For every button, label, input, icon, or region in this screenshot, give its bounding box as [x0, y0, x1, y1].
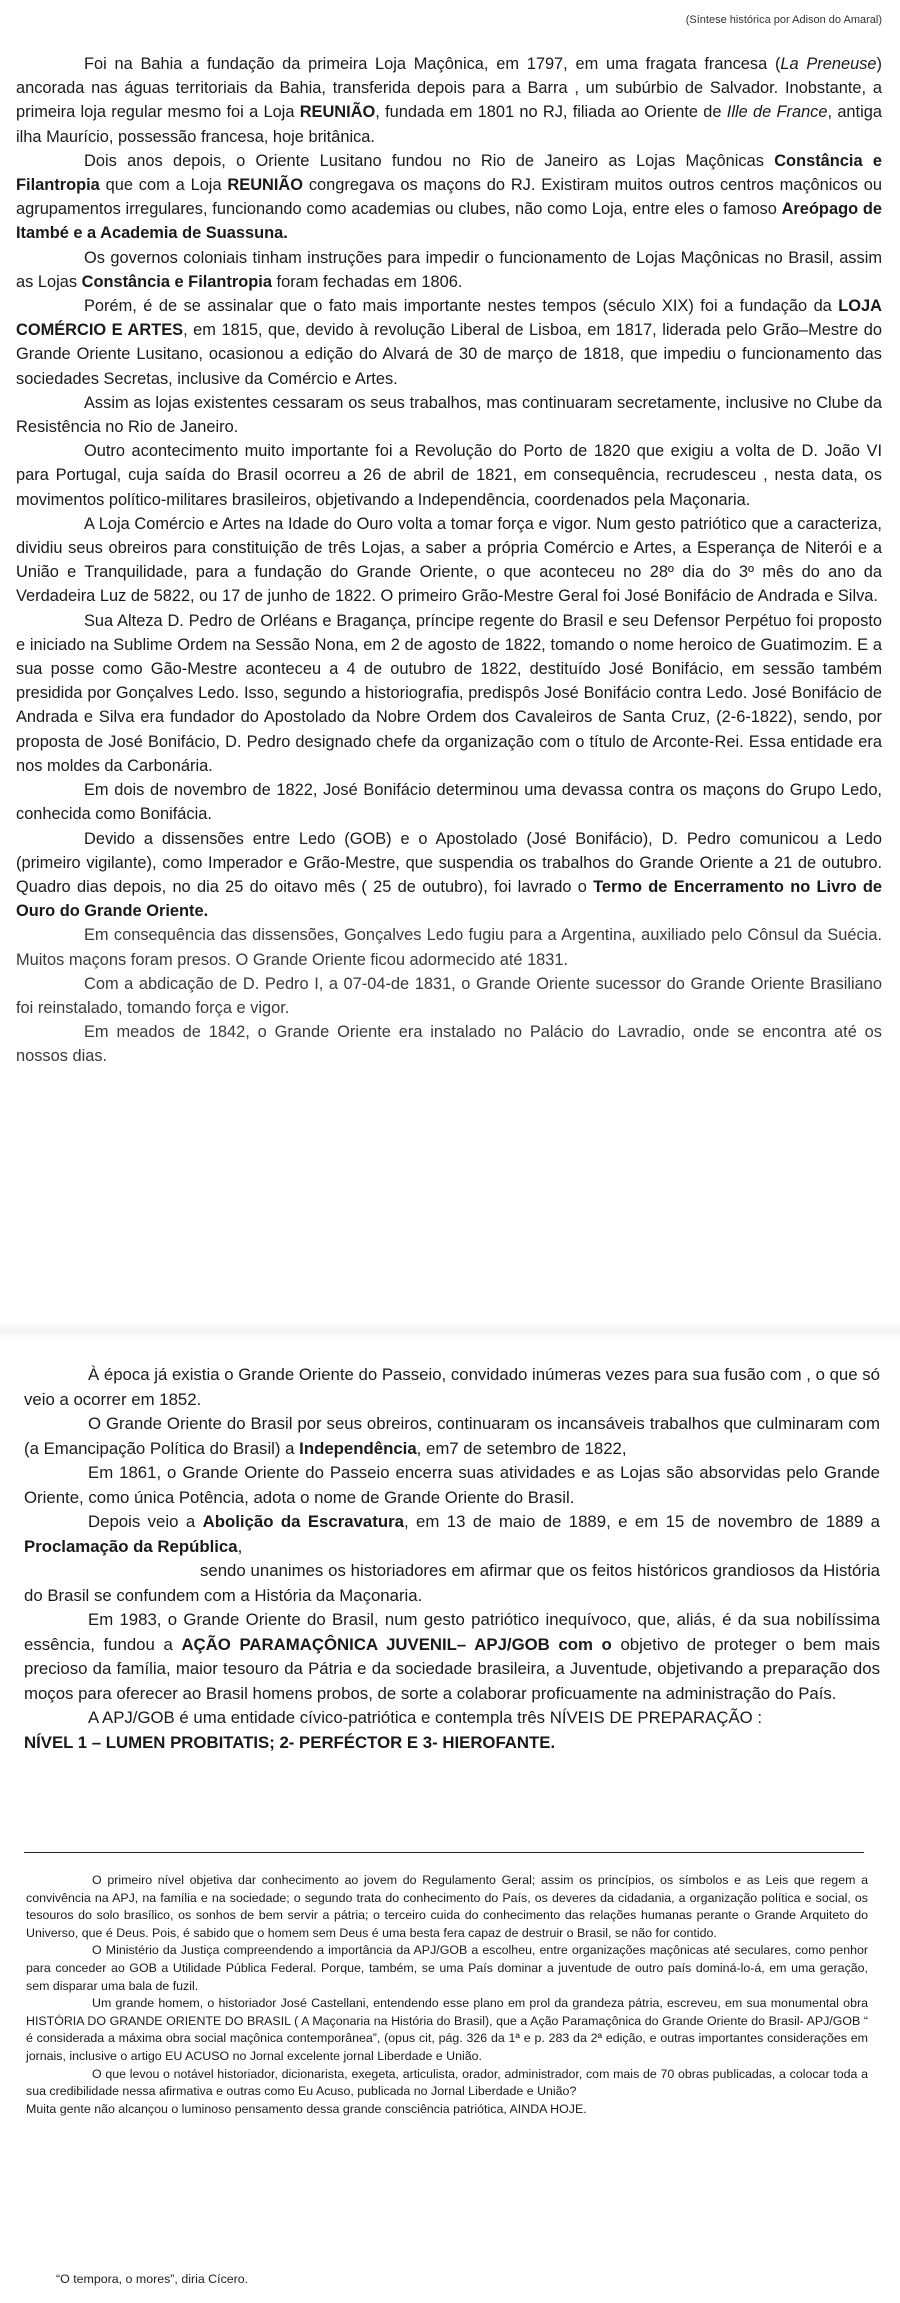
paragraph-secret-work: Assim as lojas existentes cessaram os seus trabalhos, mas continuaram secretamente, inclusive no Clube da Resistência no Rio de Janeiro. — [16, 393, 882, 437]
paragraph-abdication: Com a abdicação de D. Pedro I, a 07-04-de 1831, o Grande Oriente sucessor do Grande Oriente Brasiliano foi reinstalado, tomando força e vigor. — [16, 974, 882, 1017]
levels-list: NÍVEL 1 – LUMEN PROBITATIS; 2- PERFÉCTOR E 3- HIEROFANTE. — [24, 1732, 556, 1752]
paragraph-first-lodge: Foi na Bahia a fundação da primeira Loja Maçônica, em 1797, em uma fragata francesa (La Preneuse) ancorada nas águas territoriais da Bahia, transferida depois para a Barra , um subúrbio de Salvador. Inobstante, a primeira loja regular mesmo foi a Loja REUNIÃO, fundada em 1801 no RJ, filiada ao Oriente de Ille de France, antiga ilha Maurício, possessão francesa, hoje britânica. — [16, 55, 883, 146]
paragraph-1861: Em 1861, o Grande Oriente do Passeio encerra suas atividades e as Lojas são absorvidas pelo Grande Oriente, como única Potência, adota o nome de Grande Oriente do Brasil. — [24, 1463, 880, 1507]
paragraph-lusitano: Dois anos depois, o Oriente Lusitano fundou no Rio de Janeiro as Lojas Maçônicas Constância e Filantropia que com a Loja REUNIÃO congregava os maçons do RJ. Existiram muitos outros centros maçônicos ou agrupamentos irregulares, funcionando como academias ou clubes, não como Loja, entre eles o famoso Areópago de Itambé e a Academia de Suassuna. — [16, 151, 882, 243]
paragraph-dissensions: Devido a dissensões entre Ledo (GOB) e o Apostolado (José Bonifácio), D. Pedro comunicou a Ledo (primeiro vigilante), como Imperador e Grão-Mestre, que suspendia os trabalhos do Grande Oriente a 21 de outubro. Quadro dias depois, no dia 25 do oitavo mês ( 25 de outubro), foi lavrado o Termo de Encerramento no Livro de Ouro do Grande Oriente. — [16, 829, 882, 921]
paragraph-passeio: À época já existia o Grande Oriente do Passeio, convidado inúmeras vezes para sua fusão com , o que só veio a ocorrer em 1852. — [24, 1365, 880, 1409]
ship-name: La Preneuse — [780, 55, 877, 73]
history-section — [16, 52, 882, 1069]
paragraph-ledo-exile: Em consequência das dissensões, Gonçalves Ledo fugiu para a Argentina, auxiliado pelo Cônsul da Suécia. Muitos maçons foram presos. O Grande Oriente ficou adormecido até 1831. — [16, 926, 882, 969]
paragraph-castellani: Um grande homem, o historiador José Castellani, entendendo esse plano em prol da grandeza pátria, escreveu, em sua monumental obra HISTÓRIA DO GRANDE ORIENTE DO BRASIL ( A Maçonaria na História do Brasil), que a Ação Paramaçônica do Grande Oriente do Brasil- APJ/GOB “ é considerada a máxima obra social maçônica contemporânea”, (opus cit, pág. 326 da 1ª e p. 283 da 2ª edição, e outras importantes considerações em jornais, inclusive o artigo EU ACUSO no Jornal excelente jornal Liberdade e União. — [26, 1996, 868, 2063]
attribution: (Síntese histórica por Adison do Amaral) — [685, 14, 882, 26]
paragraph-golden-age: A Loja Comércio e Artes na Idade do Ouro volta a tomar força e vigor. Num gesto patriótico que a caracteriza, dividiu seus obreiros para constituição de três Lojas, a saber a própria Comércio e Artes, a Esperança de Niterói e a União e Tranquilidade, para a fundação do Grande Oriente, o que aconteceu no 28º dia do 3º mês do ano da Verdadeira Luz de 5822, ou 17 de junho de 1822. O primeiro Grão-Mestre Geral foi José Bonifácio de Andrada e Silva. — [16, 514, 882, 606]
paragraph-colonial-governments: Os governos coloniais tinham instruções para impedir o funcionamento de Lojas Maçônicas no Brasil, assim as Lojas Constância e Filantropia foram fechadas em 1806. — [16, 248, 882, 291]
gob-section — [24, 1363, 880, 1755]
paragraph-lavradio: Em meados de 1842, o Grande Oriente era instalado no Palácio do Lavradio, onde se encontra até os nossos dias. — [16, 1023, 882, 1066]
paragraph-comercio-artes: Porém, é de se assinalar que o fato mais importante nestes tempos (século XIX) foi a fundação da LOJA COMÉRCIO E ARTES, em 1815, que, devido à revolução Liberal de Lisboa, em 1817, liderada pelo Grão–Mestre do Grande Oriente Lusitano, ocasionou a edição do Alvará de 30 de março de 1818, que impediu o funcionamento das sociedades Secretas, inclusive da Comércio e Artes. — [16, 297, 883, 388]
paragraph-ainda-hoje: Muita gente não alcançou o luminoso pensamento dessa grande consciência patriótica, AINDA HOJE. — [26, 2101, 587, 2116]
paragraph-question: O que levou o notável historiador, dicionarista, exegeta, articulista, orador, administrador, com mais de 70 obras publicadas, a colocar toda a sua credibilidade nessa afirmativa e outras como Eu Acuso, publicada no Jornal Liberdade e União? — [26, 2066, 868, 2099]
paragraph-devassa: Em dois de novembro de 1822, José Bonifácio determinou uma devassa contra os maçons do Grupo Ledo, conhecida como Bonifácia. — [16, 781, 882, 824]
paragraph-independence: O Grande Oriente do Brasil por seus obreiros, continuaram os incansáveis trabalhos que culminaram com (a Emancipação Política do Brasil) a Independência, em7 de setembro de 1822, — [24, 1414, 880, 1458]
paragraph-historians: sendo unanimes os historiadores em afirmar que os feitos históricos grandiosos da História do Brasil se confundem com a História da Maçonaria. — [24, 1561, 880, 1605]
paragraph-apj-founding: Em 1983, o Grande Oriente do Brasil, num gesto patriótico inequívoco, que, aliás, é da sua nobilíssima essência, fundou a AÇÃO PARAMAÇÔNICA JUVENIL– APJ/GOB com o objetivo de proteger o bem mais precioso da família, maior tesouro da Pátria e da sociedade brasileira, a Juventude, objetivando a preparação dos moços para oferecer ao Brasil homens probos, de sorte a colaborar proficuamente na administração do País. — [24, 1610, 880, 1703]
cicero-quote: “O tempora, o mores”, diria Cícero. — [56, 2272, 249, 2286]
lodge-reuniao: REUNIÃO — [299, 103, 376, 122]
scan-seam — [0, 1322, 900, 1340]
apj-section — [26, 1872, 868, 2118]
paragraph-porto-revolution: Outro acontecimento muito importante foi a Revolução do Porto de 1820 que exigiu a volta de D. João VI para Portugal, cuja saída do Brasil ocorreu a 26 de abril de 1821, em consequência, recrudesceu , nesta data, os movimentos político-militares brasileiros, objetivando a Independência, coordenados pela Maçonaria. — [16, 442, 882, 509]
ille-de-france: Ille de France — [726, 103, 828, 122]
section-divider — [24, 1852, 864, 1853]
paragraph-abolition: Depois veio a Abolição da Escravatura, em 13 de maio de 1889, e em 15 de novembro de 1889 a Proclamação da República, — [24, 1512, 880, 1556]
paragraph-levels-intro: A APJ/GOB é uma entidade cívico-patriótica e contempla três NÍVEIS DE PREPARAÇÃO : — [88, 1708, 763, 1727]
paragraph-first-level: O primeiro nível objetiva dar conhecimento ao jovem do Regulamento Geral; assim os princípios, os símbolos e as Leis que regem a convivência na APJ, na família e na sociedade; o segundo trata do conhecimento do País, os deveres da cidadania, a organização política e social, os tesouros do solo brasílico, os sonhos de bem servir a pátria; o terceiro cuida do conhecimento das relações humanas perante o Grande Arquiteto do Universo, que é Deus. Pois, é sabido que o homem sem Deus é uma besta fera capaz de destruir o Brasil, se não for contido. — [26, 1873, 868, 1940]
paragraph-dom-pedro: Sua Alteza D. Pedro de Orléans e Bragança, príncipe regente do Brasil e seu Defensor Perpétuo foi proposto e iniciado na Sublime Ordem na Sessão Nona, em 2 de agosto de 1822, tomando o nome heroico de Guatimozim. E a sua posse como Gão-Mestre aconteceu a 4 de outubro de 1822, destituído José Bonifácio, em sessão também presidida por Gonçalves Ledo. Isso, segundo a historiografia, predispôs José Bonifácio contra Ledo. José Bonifácio de Andrada e Silva era fundador do Apostolado da Nobre Ordem dos Cavaleiros de Santa Cruz, (2-6-1822), sendo, por proposta de José Bonifácio, D. Pedro designado chefe da organização com o título de Arconte-Rei. Essa entidade era nos moldes da Carbonária. — [16, 611, 882, 775]
paragraph-ministry: O Ministério da Justiça compreendendo a importância da APJ/GOB a escolheu, entre organizações maçônicas até seculares, como penhor para conceder ao GOB a Utilidade Pública Federal. Porque, também, se uma País dominar a juventude de outro país dominá-lo-á, em uma geração, sem disparar uma bala de fuzil. — [26, 1943, 868, 1993]
